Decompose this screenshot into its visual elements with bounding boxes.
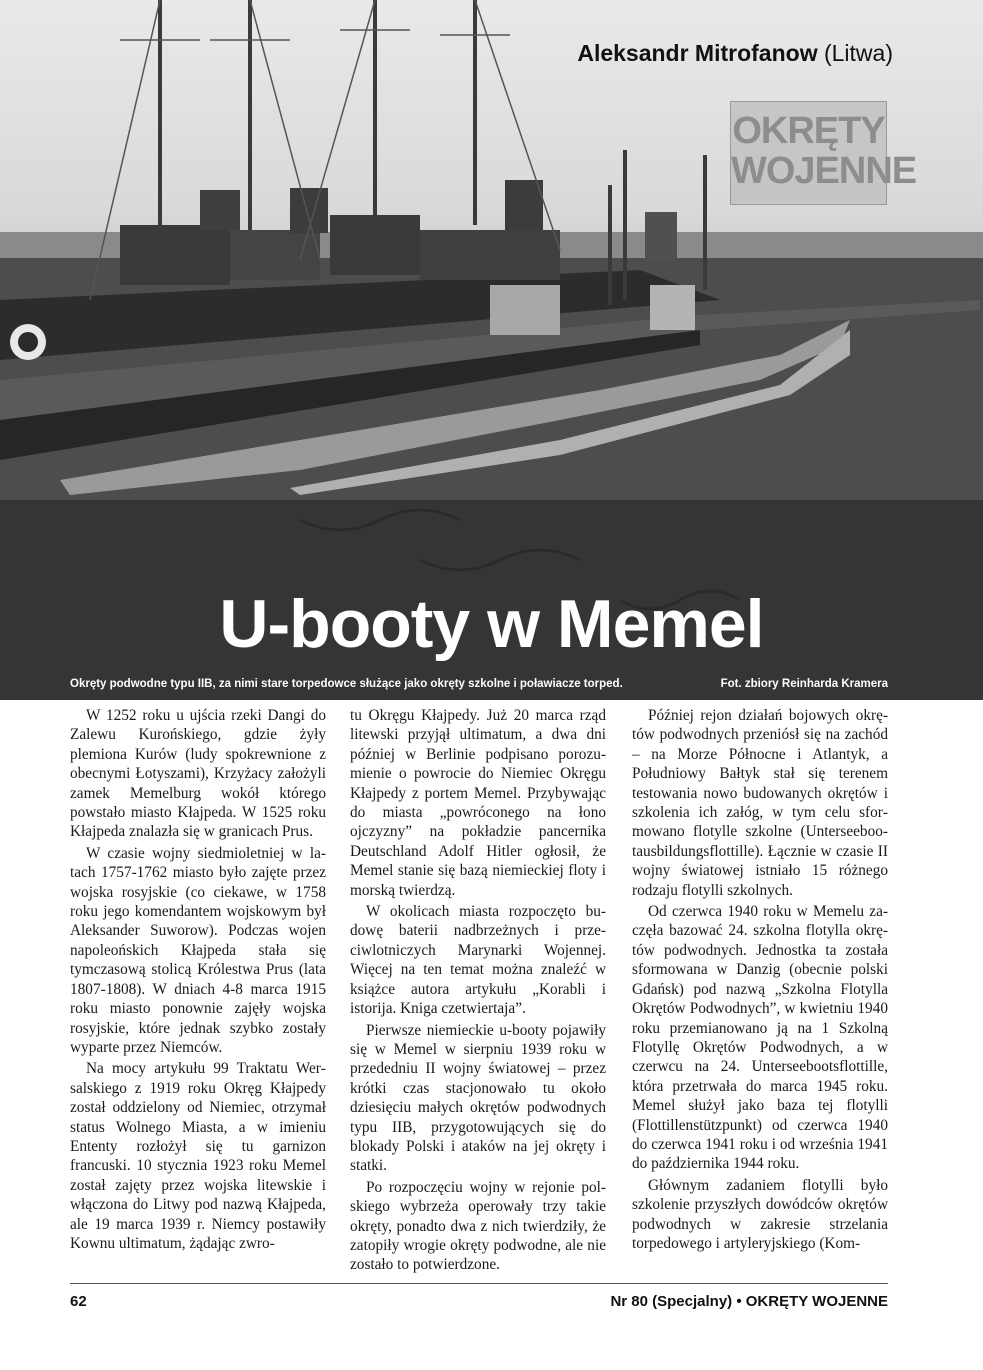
paragraph: tu Okręgu Kłajpedy. Już 20 marca rząd litewski przyjął ultimatum, a dwa dni później w Berlinie podpisano porozumienie o powrocie do Niemiec Okręgu Kłajpedy z portem Memel. Przybywając do miasta „powróconego na łono ojczyzny” na pokładzie pancernika Deutschland Adolf Hitler ogłosił, że Memel stanie się bazą niemieckiej floty i morską twierdzą.: [350, 707, 606, 899]
article-title: U-booty w Memel: [219, 586, 764, 662]
author-name: Aleksandr Mitrofanow: [577, 40, 818, 66]
page-number: 62: [70, 1293, 87, 1310]
issue-label: Nr 80 (Specjalny) • OKRĘTY WOJENNE: [610, 1293, 888, 1310]
paragraph: W 1252 roku u ujścia rzeki Dangi do Zalewu Kurońskiego, gdzie żyły plemiona Kurów (ludy spokrewnione z obecnymi Łotyszami), Krzyżacy założyli zamek Memelburg wokół którego powstało miasto Kłajpeda. W 1525 roku Kłajpeda znalazła się w granicach Prus.: [70, 707, 326, 841]
paragraph: Na mocy artykułu 99 Traktatu Wersalskiego z 1919 roku Okręg Kłajpedy został oddzielony od Niemiec, otrzymał status Wolnego Miasta, a w imieniu Ententy rozłożył się tu garnizon francuski. 10 stycznia 1923 roku Memel został zajęty przez wojska litewskie i włączona do Litwy pod nazwą Kłajpeda, ale 19 marca 1939 r. Niemcy postawiły Kownu ultimatum, żądając zwro-: [70, 1060, 326, 1252]
paragraph: Później rejon działań bojowych okrętów podwodnych przeniósł się na zachód – na Morze Północne i Atlantyk, a Południowy Bałtyk stał się terenem testowania nowo budowanych okrętów i szkolenia ich załóg, w tym celu sformowano flotylle szkolne (Unterseebootausbildungsflottille). Łącznie w czasie II wojny światowej istniało 15 różnego rodzaju flotylli szkolnych.: [632, 707, 888, 899]
logo-line2: WOJENNE: [731, 150, 917, 192]
author-country: (Litwa): [823, 40, 893, 66]
text-column-3: [632, 706, 888, 1255]
article-author: [577, 40, 893, 67]
text-column-2: [350, 706, 606, 1277]
photo-credit: Fot. zbiory Reinharda Kramera: [720, 678, 888, 690]
paragraph: Głównym zadaniem flotylli było szkolenie przyszłych dowódców okrętów podwodnych w zakresie strzelania torpedowego i artyleryjskiego (Kom-: [632, 1176, 888, 1252]
footer-divider: [70, 1283, 888, 1284]
magazine-logo: [730, 101, 917, 205]
text-column-1: [70, 706, 326, 1255]
paragraph: W czasie wojny siedmioletniej w latach 1757-1762 miasto było zajęte przez wojska rosyjskie (co ciekawe, w 1758 roku jego komendantem wojskowym był Aleksander Suworow). Podczas wojen napoleońskich Kłajpeda stała się tymczasową stolicą Królestwa Prus (lata 1807-1808). W dniach 4-8 marca 1915 roku miasto ponownie zajęły wojska rosyjskie, które jednak szybko zostały wyparte przez Niemców.: [70, 844, 326, 1056]
paragraph: W okolicach miasta rozpoczęto budowę baterii nadbrzeżnych i przeciwlotniczych Marynarki Wojennej. Więcej na ten temat można znaleźć w książce autora artykułu „Korabli i istorija. Kniga czetwiertaja”.: [350, 903, 606, 1018]
paragraph: Od czerwca 1940 roku w Memelu zaczęła bazować 24. szkolna flotylla okrętów podwodnych. Jednostka ta została sformowana w Danzig (obecnie polski Gdańsk) pod nazwą „Szkolna Flotylla Okrętów Podwodnych”, w kwietniu 1940 roku przemianowano ją na 1 Szkolną Flotyllę Okrętów Podwodnych, a w czerwcu na 24. Unterseebootsflottille, która przetrwała do marca 1945 roku. Memel służył jako baza tej flotylli (Flottillenstützpunkt) od czerwca 1940 do czerwca 1941 roku i od września 1941 do października 1944 roku.: [632, 903, 888, 1173]
logo-line1: OKRĘTY: [732, 110, 885, 152]
photo-caption: Okręty podwodne typu IIB, za nimi stare torpedowce służące jako okręty szkolne i poławiacze torped.: [70, 678, 623, 690]
paragraph: Po rozpoczęciu wojny w rejonie polskiego wybrzeża operowały trzy takie okręty, ponadto dwa z nich twierdziły, że zatopiły wrogie okręty podwodne, ale nie zostało to potwierdzone.: [350, 1178, 606, 1274]
paragraph: Pierwsze niemieckie u-booty pojawiły się w Memel w sierpniu 1939 roku w przededniu II wojny światowej – przez krótki czas stacjonowało tu około dziesięciu małych okrętów podwodnych typu IIB, przygotowujących się do blokady Polski i ataków na jej okręty i statki.: [350, 1021, 606, 1175]
